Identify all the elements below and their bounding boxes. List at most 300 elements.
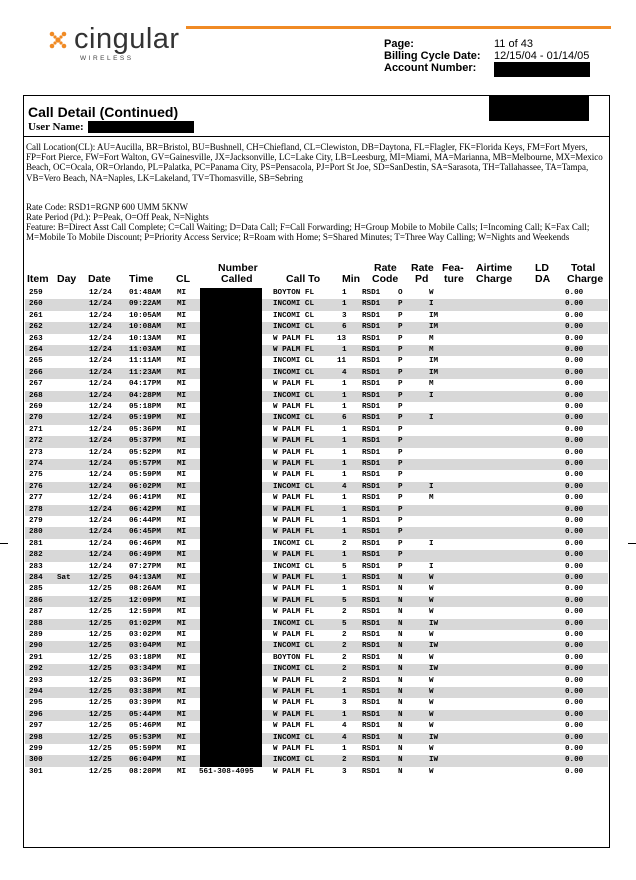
- cell-min: 1: [342, 745, 347, 753]
- cell-item: 282: [29, 551, 43, 560]
- cell-call-to: INCOMI CL: [273, 482, 315, 491]
- number-called-redacted: [200, 345, 262, 356]
- cell-feature: W: [429, 289, 434, 297]
- cell-total-charge: 0.00: [565, 471, 584, 480]
- cell-cl: MI: [177, 745, 187, 753]
- cell-cl: MI: [177, 585, 187, 594]
- col-airtime-line2: Charge: [476, 273, 513, 285]
- cell-date: 12/24: [89, 414, 112, 423]
- cell-feature: I: [429, 482, 434, 491]
- number-called-redacted: [200, 459, 262, 470]
- cell-cl: MI: [177, 608, 187, 617]
- cell-time: 01:48AM: [129, 289, 161, 297]
- cell-date: 12/25: [89, 596, 112, 605]
- cell-total-charge: 0.00: [565, 653, 584, 662]
- cell-rate-code: RSD1: [362, 596, 381, 605]
- cell-call-to: INCOMI CL: [273, 323, 315, 332]
- cell-rate-pd: P: [398, 403, 403, 411]
- cell-min: 1: [342, 403, 347, 411]
- table-row: [25, 744, 608, 755]
- cell-item: 284: [29, 574, 43, 582]
- cell-cl: MI: [177, 414, 187, 423]
- cell-min: 1: [342, 300, 347, 309]
- col-da-line2: DA: [535, 273, 551, 285]
- col-airtime-line1: Airtime: [476, 262, 513, 274]
- cell-rate-pd: P: [398, 368, 403, 377]
- number-called-redacted: [200, 539, 262, 550]
- number-called-redacted: [200, 413, 262, 424]
- cell-total-charge: 0.00: [565, 414, 584, 423]
- cell-item: 287: [29, 608, 43, 617]
- cell-feature: I: [429, 539, 434, 548]
- cell-item: 270: [29, 414, 43, 423]
- cell-min: 3: [342, 311, 347, 320]
- table-row: [25, 539, 608, 550]
- cell-date: 12/25: [89, 642, 112, 651]
- cell-item: 277: [29, 494, 43, 503]
- number-called-redacted: [200, 562, 262, 573]
- cell-rate-code: RSD1: [362, 562, 381, 571]
- cell-date: 12/24: [89, 505, 112, 514]
- table-row: [25, 356, 608, 367]
- cell-min: 1: [342, 710, 347, 719]
- cell-time: 03:36PM: [129, 676, 161, 685]
- cell-cl: MI: [177, 539, 187, 548]
- cell-date: 12/24: [89, 403, 112, 411]
- cell-call-to: W PALM FL: [273, 528, 315, 537]
- cell-number: 561-308-4095: [199, 767, 254, 776]
- cell-rate-pd: P: [398, 539, 403, 548]
- cell-item: 278: [29, 505, 43, 514]
- cell-rate-code: RSD1: [362, 608, 381, 617]
- cell-feature: M: [429, 494, 434, 503]
- cell-time: 03:02PM: [129, 631, 161, 639]
- cell-call-to: W PALM FL: [273, 699, 315, 708]
- number-called-redacted: [200, 573, 262, 584]
- cell-item: 297: [29, 722, 43, 731]
- cell-feature: W: [429, 699, 434, 708]
- cell-feature: M: [429, 346, 434, 354]
- cell-total-charge: 0.00: [565, 323, 584, 332]
- cell-min: 4: [342, 368, 347, 377]
- number-called-redacted: [200, 698, 262, 709]
- table-row: [25, 630, 608, 641]
- cell-feature: W: [429, 631, 434, 639]
- cell-date: 12/24: [89, 357, 112, 366]
- cell-rate-pd: P: [398, 482, 403, 491]
- cell-rate-code: RSD1: [362, 391, 381, 400]
- cell-call-to: W PALM FL: [273, 631, 315, 639]
- cell-date: 12/24: [89, 380, 112, 389]
- cell-feature: W: [429, 585, 434, 594]
- number-called-redacted: [200, 687, 262, 698]
- cell-total-charge: 0.00: [565, 482, 584, 491]
- cell-cl: MI: [177, 642, 187, 651]
- cell-item: 269: [29, 403, 43, 411]
- table-row: [25, 527, 608, 538]
- cell-total-charge: 0.00: [565, 710, 584, 719]
- cell-cl: MI: [177, 733, 187, 742]
- cell-cl: MI: [177, 482, 187, 491]
- cell-min: 4: [342, 733, 347, 742]
- cell-time: 08:20PM: [129, 767, 161, 776]
- number-called-redacted: [200, 493, 262, 504]
- cell-total-charge: 0.00: [565, 505, 584, 514]
- page-title: Call Detail (Continued): [28, 104, 179, 120]
- cell-item: 275: [29, 471, 43, 480]
- cell-date: 12/24: [89, 517, 112, 525]
- col-feature-line2: ture: [444, 273, 464, 285]
- cell-item: 276: [29, 482, 43, 491]
- cell-item: 295: [29, 699, 43, 708]
- cell-item: 266: [29, 368, 43, 377]
- cell-call-to: W PALM FL: [273, 494, 315, 503]
- legend-feature: Feature: B=Direct Asst Call Complete; C=Call Waiting; D=Data Call; F=Call Forwarding; H=Group Mobile to Mobile Calls; I=Incoming Call; K=Fax Call; M=Mobile To Mobile Discount; P=Priority Access Service; R=Roam with Home; S=Shared Minutes; T=Three Way Calling; W=Nights and Weekends: [26, 222, 590, 243]
- cell-total-charge: 0.00: [565, 528, 584, 537]
- cell-time: 05:59PM: [129, 471, 161, 480]
- cell-time: 07:27PM: [129, 562, 161, 571]
- cell-call-to: W PALM FL: [273, 505, 315, 514]
- cell-time: 06:42PM: [129, 505, 161, 514]
- cell-min: 1: [342, 289, 347, 297]
- cell-item: 279: [29, 517, 43, 525]
- cell-call-to: W PALM FL: [273, 585, 315, 594]
- cell-min: 6: [342, 323, 347, 332]
- cell-rate-code: RSD1: [362, 710, 381, 719]
- cell-date: 12/25: [89, 665, 112, 674]
- number-called-redacted: [200, 516, 262, 527]
- cell-total-charge: 0.00: [565, 403, 584, 411]
- number-called-redacted: [200, 288, 262, 299]
- cell-time: 05:19PM: [129, 414, 161, 423]
- number-called-redacted: [200, 641, 262, 652]
- table-row: [25, 641, 608, 652]
- cell-cl: MI: [177, 756, 187, 765]
- cell-feature: M: [429, 334, 434, 343]
- cell-time: 06:45PM: [129, 528, 161, 537]
- cell-cl: MI: [177, 300, 187, 309]
- cell-min: 13: [337, 334, 347, 343]
- table-row: [25, 470, 608, 481]
- cell-total-charge: 0.00: [565, 733, 584, 742]
- page-value: 11 of 43: [494, 38, 533, 50]
- cell-date: 12/25: [89, 699, 112, 708]
- cell-call-to: INCOMI CL: [273, 368, 315, 377]
- cell-min: 1: [342, 585, 347, 594]
- cell-day: Sat: [57, 574, 71, 582]
- cell-feature: W: [429, 745, 434, 753]
- cell-feature: IM: [429, 357, 439, 366]
- cell-item: 280: [29, 528, 43, 537]
- cell-time: 06:46PM: [129, 539, 161, 548]
- cell-date: 12/24: [89, 323, 112, 332]
- cell-call-to: W PALM FL: [273, 767, 315, 776]
- cell-rate-pd: P: [398, 380, 403, 389]
- number-called-redacted: [200, 527, 262, 538]
- account-number-redacted: [494, 62, 590, 77]
- cell-min: 11: [337, 357, 347, 366]
- cell-feature: W: [429, 574, 434, 582]
- cell-cl: MI: [177, 562, 187, 571]
- cell-date: 12/25: [89, 756, 112, 765]
- cell-time: 12:59PM: [129, 608, 161, 617]
- title-redaction: [489, 96, 589, 121]
- cell-rate-code: RSD1: [362, 311, 381, 320]
- cell-rate-pd: N: [398, 665, 403, 674]
- cell-time: 05:37PM: [129, 437, 161, 446]
- table-row: [25, 288, 608, 299]
- cell-rate-code: RSD1: [362, 334, 381, 343]
- page-label: Page:: [384, 38, 414, 50]
- table-row: [25, 664, 608, 675]
- cell-total-charge: 0.00: [565, 608, 584, 617]
- cell-rate-pd: N: [398, 767, 403, 776]
- cell-rate-code: RSD1: [362, 756, 381, 765]
- cell-cl: MI: [177, 471, 187, 480]
- cell-time: 04:17PM: [129, 380, 161, 389]
- table-row: [25, 573, 608, 584]
- cell-date: 12/25: [89, 631, 112, 639]
- cell-item: 273: [29, 448, 43, 457]
- col-number-line2: Called: [221, 273, 253, 285]
- cell-time: 05:18PM: [129, 403, 161, 411]
- cell-rate-code: RSD1: [362, 448, 381, 457]
- cell-date: 12/25: [89, 733, 112, 742]
- cell-call-to: W PALM FL: [273, 471, 315, 480]
- cell-rate-code: RSD1: [362, 346, 381, 354]
- cell-call-to: BOYTON FL: [273, 289, 315, 297]
- cell-time: 03:18PM: [129, 653, 161, 662]
- cell-total-charge: 0.00: [565, 391, 584, 400]
- cell-total-charge: 0.00: [565, 460, 584, 468]
- cell-time: 10:05AM: [129, 311, 161, 320]
- cell-call-to: INCOMI CL: [273, 619, 315, 628]
- cell-feature: IW: [429, 619, 439, 628]
- cell-min: 2: [342, 608, 347, 617]
- cell-time: 05:36PM: [129, 425, 161, 434]
- cell-item: 259: [29, 289, 43, 297]
- cell-rate-pd: N: [398, 722, 403, 731]
- cell-cl: MI: [177, 289, 187, 297]
- cell-total-charge: 0.00: [565, 517, 584, 525]
- table-row: [25, 516, 608, 527]
- cell-cl: MI: [177, 722, 187, 731]
- cell-rate-code: RSD1: [362, 505, 381, 514]
- legend-rate-period: Rate Period (Pd.): P=Peak, O=Off Peak, N=Nights: [26, 212, 209, 223]
- cell-call-to: W PALM FL: [273, 460, 315, 468]
- cell-cl: MI: [177, 346, 187, 354]
- col-date: Date: [88, 273, 111, 285]
- cell-cl: MI: [177, 665, 187, 674]
- cell-rate-pd: P: [398, 425, 403, 434]
- cell-cl: MI: [177, 448, 187, 457]
- cell-rate-code: RSD1: [362, 482, 381, 491]
- cell-total-charge: 0.00: [565, 699, 584, 708]
- cell-cl: MI: [177, 357, 187, 366]
- cell-rate-code: RSD1: [362, 551, 381, 560]
- cell-cl: MI: [177, 505, 187, 514]
- cell-time: 05:53PM: [129, 733, 161, 742]
- cell-cl: MI: [177, 710, 187, 719]
- cell-time: 10:08AM: [129, 323, 161, 332]
- cell-call-to: W PALM FL: [273, 403, 315, 411]
- cell-feature: IW: [429, 756, 439, 765]
- cell-call-to: INCOMI CL: [273, 414, 315, 423]
- cell-rate-pd: P: [398, 391, 403, 400]
- table-row: [25, 721, 608, 732]
- cell-date: 12/24: [89, 494, 112, 503]
- cell-rate-code: RSD1: [362, 517, 381, 525]
- number-called-redacted: [200, 334, 262, 345]
- cell-rate-code: RSD1: [362, 619, 381, 628]
- cell-time: 04:13AM: [129, 574, 161, 582]
- cell-total-charge: 0.00: [565, 334, 584, 343]
- cell-call-to: INCOMI CL: [273, 733, 315, 742]
- cell-feature: W: [429, 676, 434, 685]
- cell-item: 268: [29, 391, 43, 400]
- cell-min: 1: [342, 380, 347, 389]
- cell-total-charge: 0.00: [565, 494, 584, 503]
- cell-item: 271: [29, 425, 43, 434]
- table-row: [25, 676, 608, 687]
- cell-time: 05:57PM: [129, 460, 161, 468]
- number-called-redacted: [200, 676, 262, 687]
- cell-call-to: W PALM FL: [273, 608, 315, 617]
- cell-item: 267: [29, 380, 43, 389]
- col-total-line1: Total: [571, 262, 596, 274]
- cell-rate-pd: P: [398, 528, 403, 537]
- cell-min: 5: [342, 596, 347, 605]
- cell-feature: IM: [429, 368, 439, 377]
- cell-rate-code: RSD1: [362, 300, 381, 309]
- cell-time: 11:11AM: [129, 357, 161, 366]
- cell-rate-pd: P: [398, 437, 403, 446]
- cell-date: 12/24: [89, 437, 112, 446]
- cell-rate-code: RSD1: [362, 323, 381, 332]
- number-called-redacted: [200, 721, 262, 732]
- cell-rate-pd: P: [398, 448, 403, 457]
- cell-item: 296: [29, 710, 43, 719]
- cell-rate-pd: P: [398, 517, 403, 525]
- cell-total-charge: 0.00: [565, 619, 584, 628]
- table-row: [25, 493, 608, 504]
- number-called-redacted: [200, 630, 262, 641]
- cell-rate-code: RSD1: [362, 574, 381, 582]
- number-called-redacted: [200, 744, 262, 755]
- cell-rate-pd: N: [398, 733, 403, 742]
- cell-item: 298: [29, 733, 43, 742]
- cell-call-to: W PALM FL: [273, 596, 315, 605]
- cell-rate-pd: N: [398, 653, 403, 662]
- cell-rate-pd: P: [398, 346, 403, 354]
- cell-rate-pd: N: [398, 756, 403, 765]
- number-called-redacted: [200, 391, 262, 402]
- cell-rate-pd: N: [398, 642, 403, 651]
- number-called-redacted: [200, 710, 262, 721]
- legend-rate-code: Rate Code: RSD1=RGNP 600 UMM 5KNW: [26, 201, 188, 212]
- table-row: [25, 767, 608, 778]
- cell-rate-pd: N: [398, 699, 403, 708]
- cell-item: 299: [29, 745, 43, 753]
- cell-date: 12/24: [89, 391, 112, 400]
- cell-cl: MI: [177, 425, 187, 434]
- cell-cl: MI: [177, 699, 187, 708]
- cell-rate-pd: N: [398, 676, 403, 685]
- cell-call-to: W PALM FL: [273, 551, 315, 560]
- cell-min: 1: [342, 425, 347, 434]
- cell-call-to: INCOMI CL: [273, 311, 315, 320]
- cell-call-to: INCOMI CL: [273, 391, 315, 400]
- cell-call-to: W PALM FL: [273, 710, 315, 719]
- cell-min: 6: [342, 414, 347, 423]
- table-row: [25, 379, 608, 390]
- header-accent-bar: [186, 26, 611, 29]
- cell-date: 12/24: [89, 460, 112, 468]
- cell-cl: MI: [177, 574, 187, 582]
- cell-total-charge: 0.00: [565, 756, 584, 765]
- table-row: [25, 334, 608, 345]
- cell-item: 290: [29, 642, 43, 651]
- number-called-redacted: [200, 755, 262, 766]
- cell-time: 04:28PM: [129, 391, 161, 400]
- cell-item: 265: [29, 357, 43, 366]
- cell-min: 4: [342, 722, 347, 731]
- cell-total-charge: 0.00: [565, 300, 584, 309]
- cell-date: 12/25: [89, 710, 112, 719]
- cell-min: 1: [342, 391, 347, 400]
- cell-call-to: W PALM FL: [273, 745, 315, 753]
- cell-total-charge: 0.00: [565, 574, 584, 582]
- cell-total-charge: 0.00: [565, 425, 584, 434]
- table-row: [25, 402, 608, 413]
- cell-min: 1: [342, 528, 347, 537]
- cell-date: 12/24: [89, 334, 112, 343]
- cell-min: 1: [342, 505, 347, 514]
- cell-min: 1: [342, 460, 347, 468]
- cell-min: 1: [342, 688, 347, 696]
- number-called-redacted: [200, 664, 262, 675]
- cell-total-charge: 0.00: [565, 631, 584, 639]
- table-row: [25, 459, 608, 470]
- table-row: [25, 562, 608, 573]
- cell-min: 5: [342, 562, 347, 571]
- col-feature-line1: Fea-: [442, 262, 464, 274]
- cell-total-charge: 0.00: [565, 596, 584, 605]
- cell-rate-code: RSD1: [362, 368, 381, 377]
- cell-item: 286: [29, 596, 43, 605]
- cell-cl: MI: [177, 619, 187, 628]
- number-called-redacted: [200, 425, 262, 436]
- cell-rate-pd: P: [398, 471, 403, 480]
- table-row: [25, 299, 608, 310]
- number-called-redacted: [200, 402, 262, 413]
- cell-call-to: INCOMI CL: [273, 562, 315, 571]
- cell-total-charge: 0.00: [565, 357, 584, 366]
- cell-cl: MI: [177, 437, 187, 446]
- cell-rate-code: RSD1: [362, 357, 381, 366]
- cell-rate-code: RSD1: [362, 437, 381, 446]
- cell-call-to: BOYTON FL: [273, 653, 315, 662]
- cell-rate-pd: N: [398, 574, 403, 582]
- cell-time: 12:09PM: [129, 596, 161, 605]
- cell-feature: W: [429, 688, 434, 696]
- cell-rate-pd: P: [398, 494, 403, 503]
- cell-date: 12/25: [89, 722, 112, 731]
- cell-time: 03:39PM: [129, 699, 161, 708]
- logo-wordmark: cingular: [74, 23, 180, 55]
- table-row: [25, 733, 608, 744]
- table-row: [25, 596, 608, 607]
